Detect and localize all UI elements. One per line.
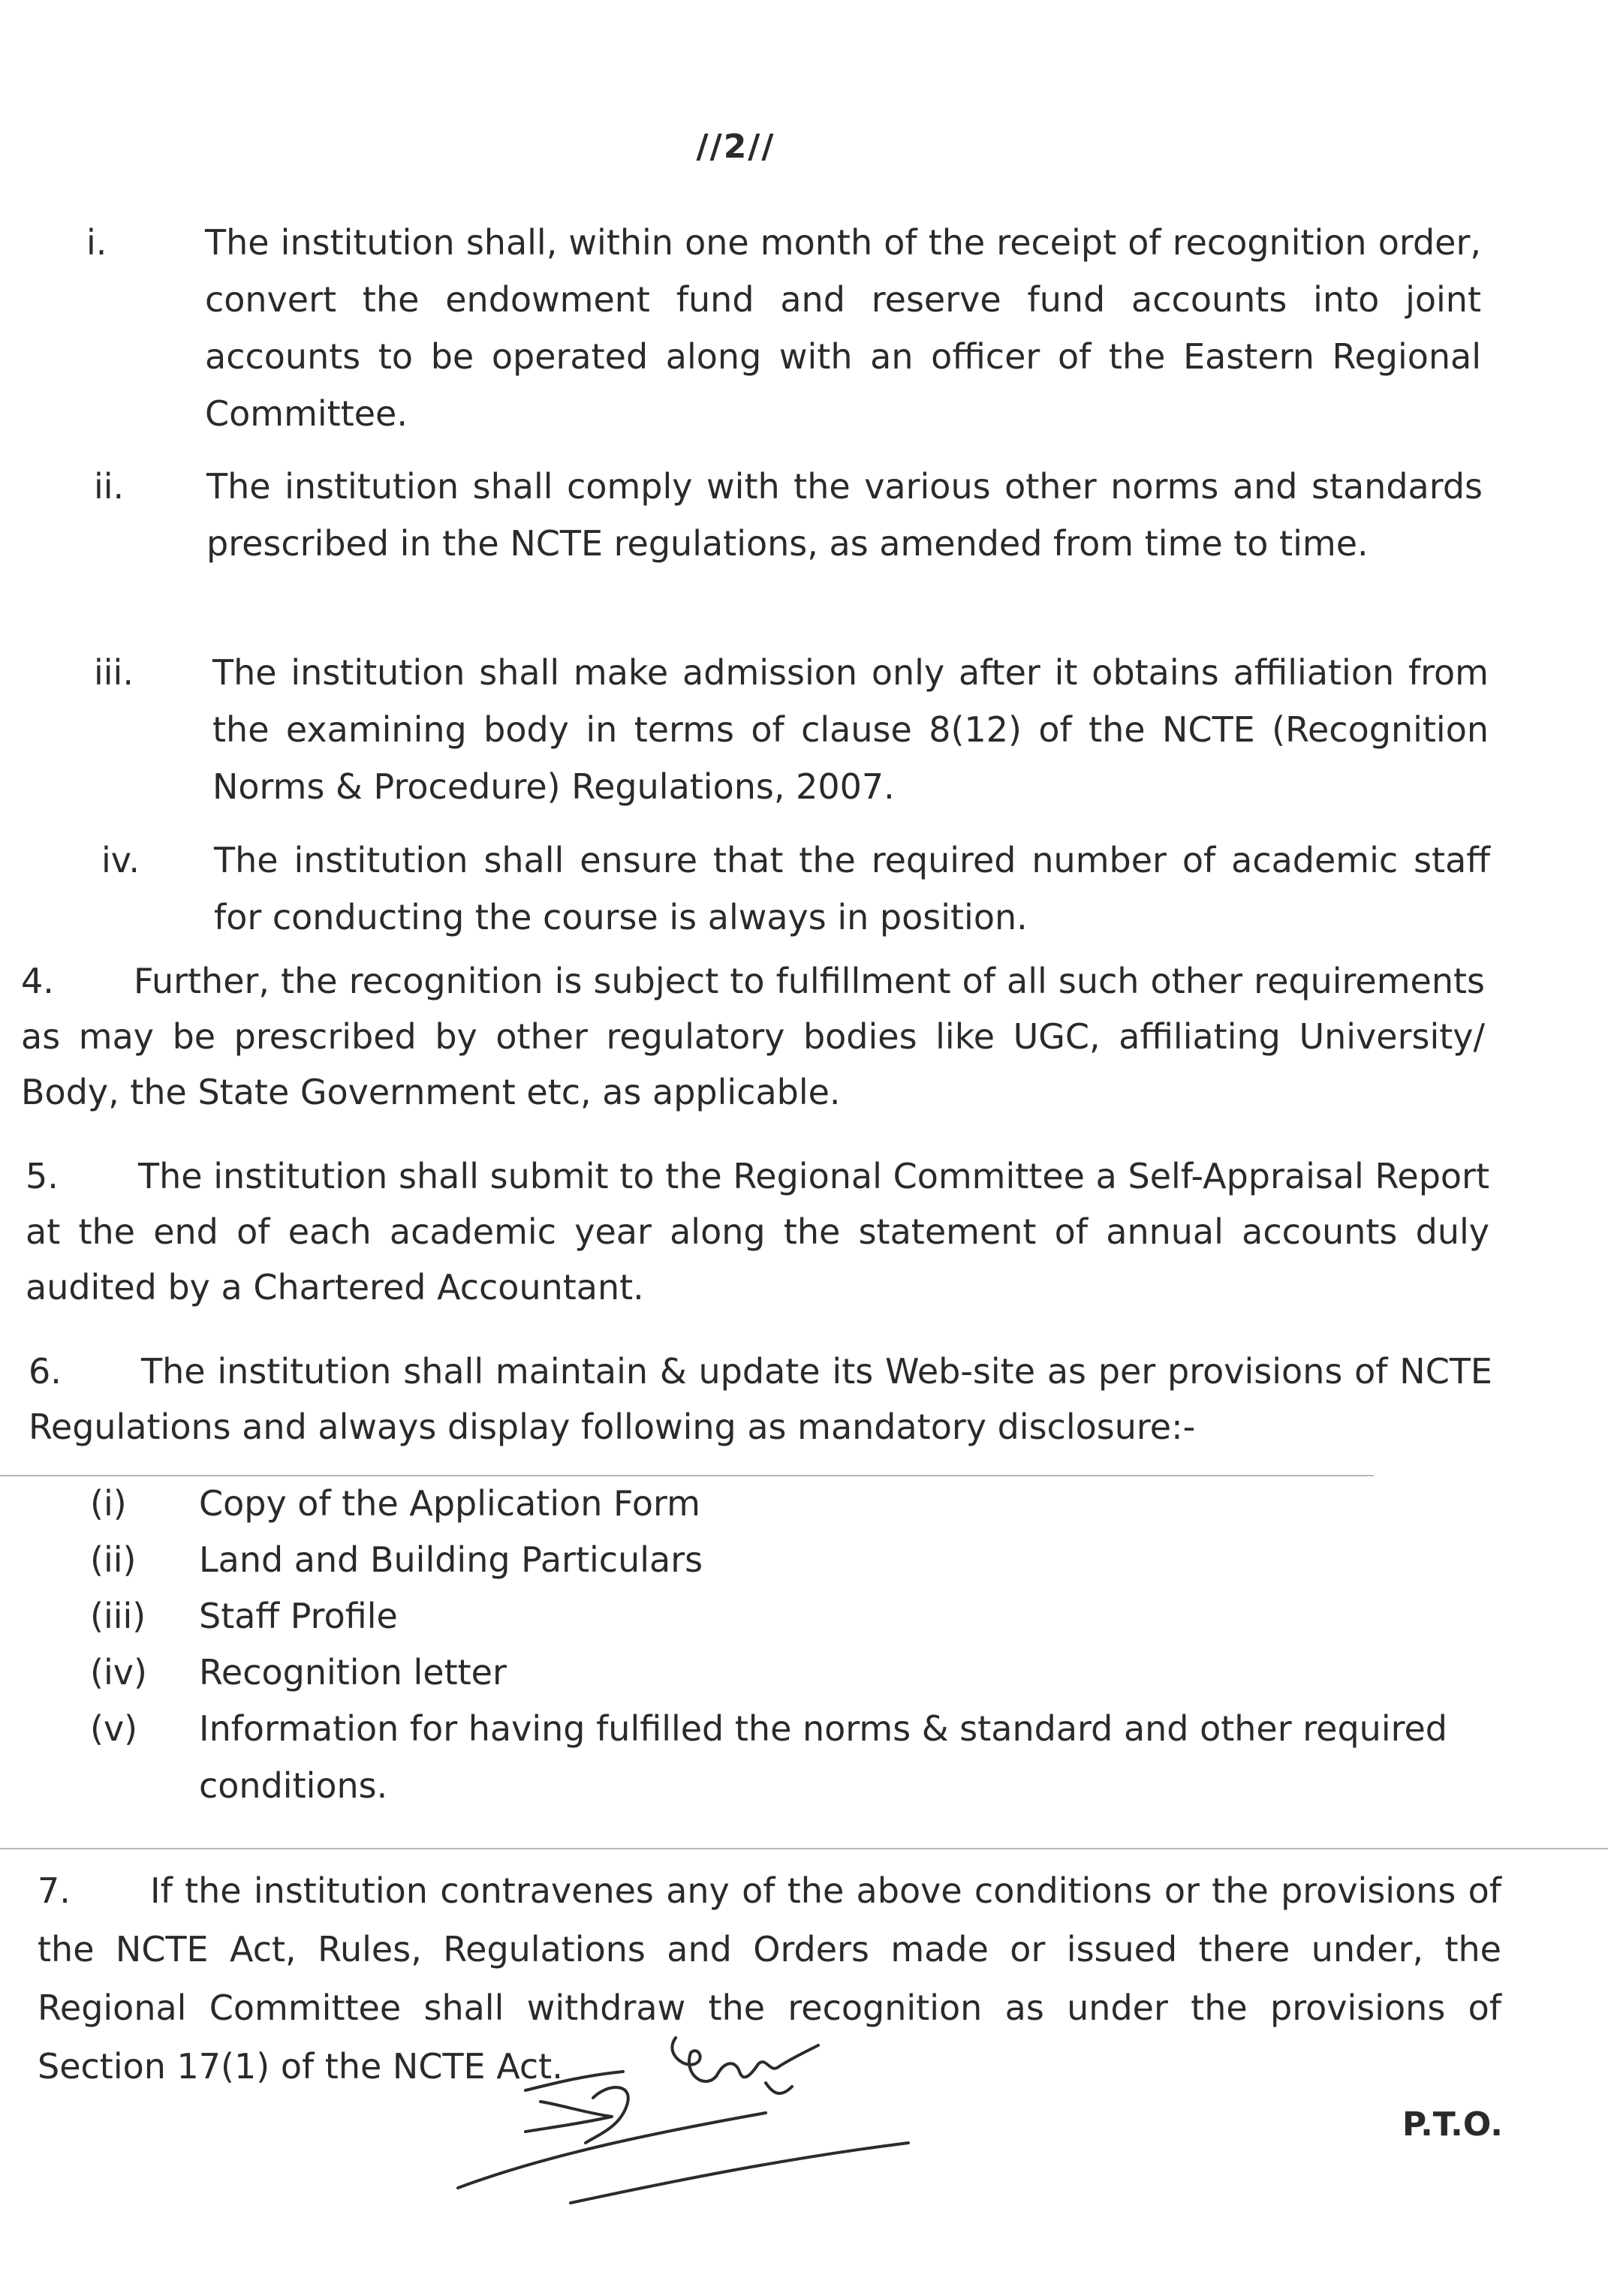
- condition-item: [94, 644, 1490, 817]
- paragraph-number: 5.: [26, 1156, 59, 1196]
- disclosure-item: [90, 1644, 1486, 1701]
- page-turn-over-label: P.T.O.: [1402, 2105, 1503, 2144]
- condition-text: The institution shall make admission only after it obtains affiliation from the examining body in terms of clause 8(12) of the NCTE (Recognition Norms & Procedure) Regulations, 2007.: [212, 652, 1489, 807]
- paragraph-4: [21, 953, 1485, 1120]
- disclosure-number: (v): [90, 1708, 138, 1749]
- page-number-header: //2//: [696, 128, 775, 166]
- paragraph-text: The institution shall submit to the Regional Committee a Self-Appraisal Report at the end of each academic year along the statement of annual accounts duly audited by a Chartered Accountant.: [26, 1156, 1489, 1307]
- condition-item: [94, 458, 1483, 630]
- disclosure-text: Staff Profile: [199, 1596, 398, 1636]
- disclosure-item: [90, 1475, 1486, 1532]
- disclosure-text: Copy of the Application Form: [199, 1483, 700, 1524]
- condition-number: i.: [86, 222, 107, 263]
- disclosure-item: [90, 1700, 1501, 1817]
- handwritten-signature: [435, 2030, 931, 2218]
- condition-text: The institution shall, within one month of the receipt of recognition order, convert the endowment fund and reserve fund accounts into joint accounts to be operated along with an officer of the Eastern Regional Committee.: [205, 222, 1481, 434]
- paragraph-text: The institution shall maintain & update its Web-site as per provisions of NCTE Regulations and always display following as mandatory disclosure:-: [29, 1351, 1492, 1447]
- paragraph-number: 7.: [38, 1870, 71, 1911]
- paragraph-text: If the institution contravenes any of the above conditions or the provisions of the NCTE Act, Rules, Regulations and Orders made or issued there under, the Regional Committee shall withdraw the recognition as under the provisions of Section 17(1) of the NCTE Act.: [38, 1870, 1501, 2087]
- disclosure-number: (iii): [90, 1596, 146, 1636]
- condition-item: [86, 214, 1483, 447]
- disclosure-number: (iv): [90, 1652, 147, 1693]
- disclosure-item: [90, 1531, 1486, 1588]
- disclosure-item: [90, 1587, 1486, 1645]
- divider-line: [0, 1848, 1608, 1849]
- paragraph-5: [26, 1148, 1489, 1315]
- condition-number: ii.: [94, 466, 125, 507]
- paragraph-6: [29, 1344, 1492, 1455]
- disclosure-number: (ii): [90, 1539, 137, 1580]
- disclosure-number: (i): [90, 1483, 127, 1524]
- disclosure-text: Information for having fulfilled the norms & standard and other required conditions.: [199, 1708, 1448, 1806]
- condition-number: iv.: [101, 840, 140, 880]
- paragraph-text: Further, the recognition is subject to fulfillment of all such other requirements as may be prescribed by other regulatory bodies like UGC, affiliating University/ Body, the State Government etc, as applicable.: [21, 961, 1485, 1112]
- condition-text: The institution shall comply with the various other norms and standards prescribed in the NCTE regulations, as amended from time to time.: [206, 466, 1483, 564]
- condition-text: The institution shall ensure that the required number of academic staff for conducting the course is always in position.: [214, 840, 1490, 937]
- paragraph-number: 6.: [29, 1351, 62, 1392]
- paragraph-number: 4.: [21, 961, 54, 1001]
- condition-number: iii.: [94, 652, 134, 693]
- disclosure-text: Land and Building Particulars: [199, 1539, 703, 1580]
- disclosure-text: Recognition letter: [199, 1652, 507, 1693]
- condition-item: [101, 832, 1490, 952]
